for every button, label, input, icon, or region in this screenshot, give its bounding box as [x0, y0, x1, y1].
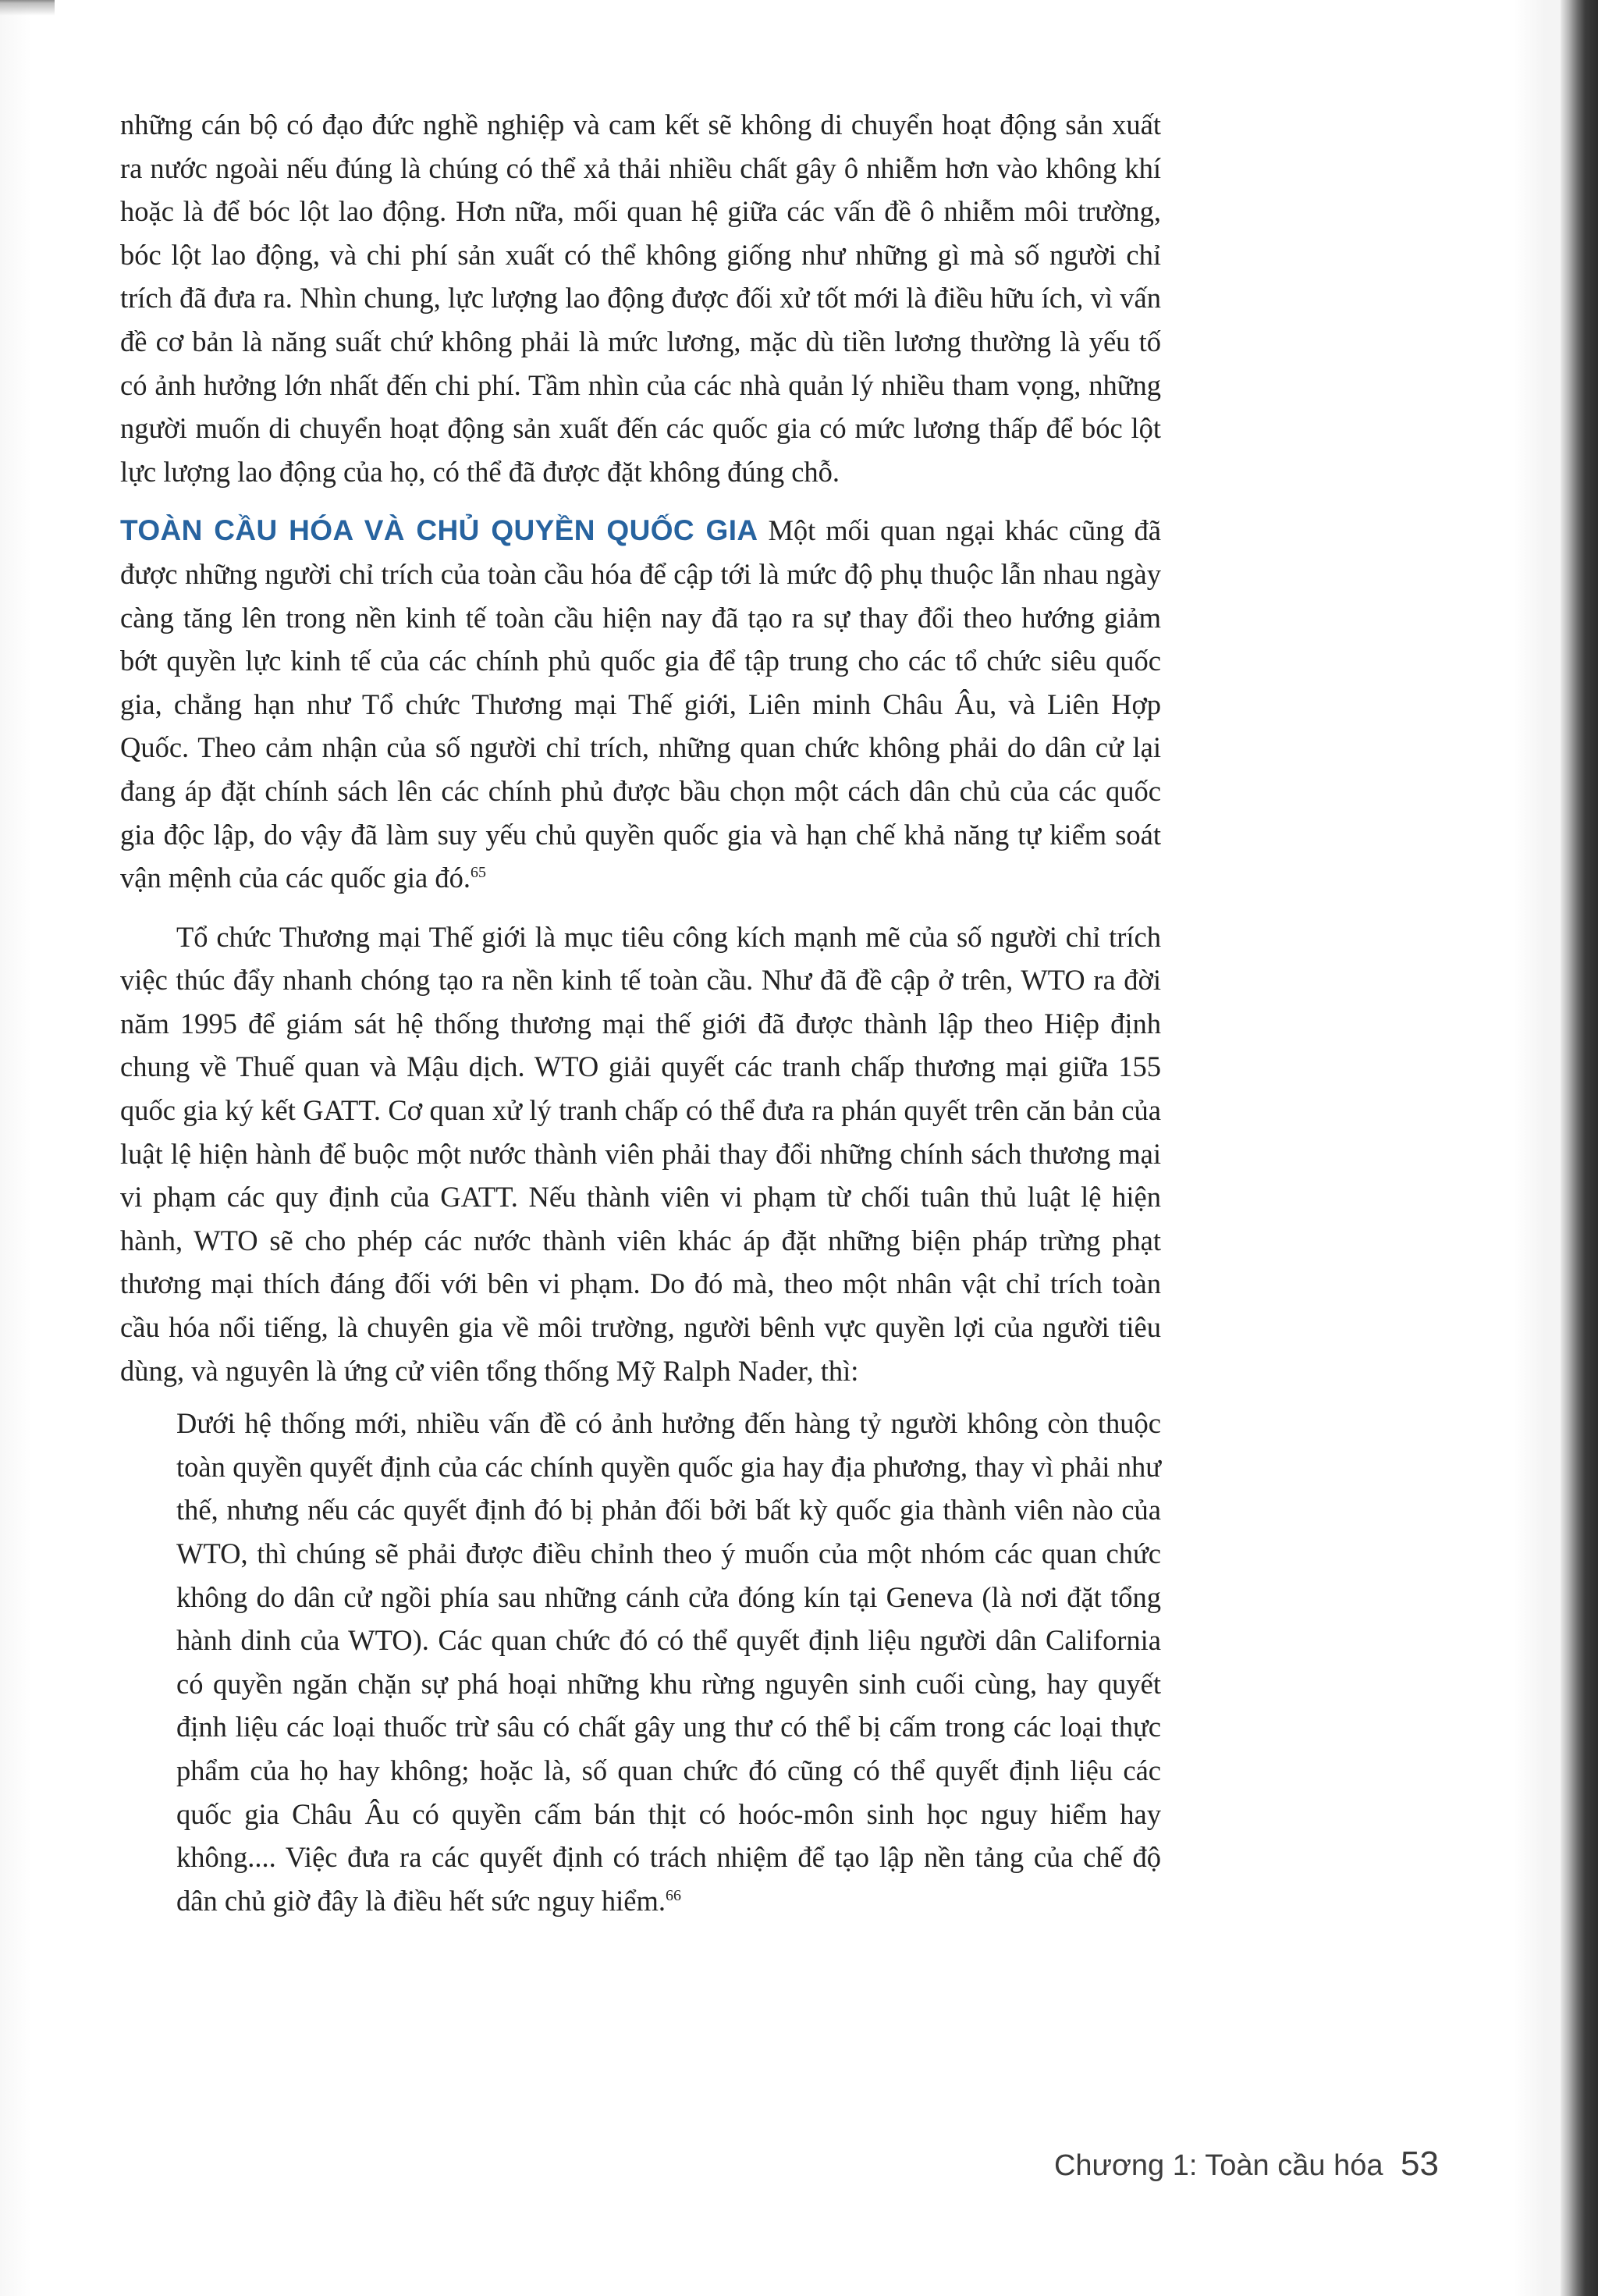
block-quote: [176, 1402, 1161, 1922]
running-footer-chapter: Chương 1: Toàn cầu hóa: [1053, 2149, 1383, 2182]
page-body: [120, 103, 1161, 1922]
book-spine-shadow: [1561, 0, 1598, 2296]
footnote-ref-66: 66: [666, 1886, 681, 1904]
page-number: 53: [1401, 2145, 1439, 2183]
section-heading: TOÀN CẦU HÓA VÀ CHỦ QUYỀN QUỐC GIA: [120, 514, 758, 547]
page-corner-shadow: [0, 0, 55, 16]
paragraph-continued: những cán bộ có đạo đức nghề nghiệp và cam kết sẽ không di chuyển hoạt động sản xuất ra nước ngoài nếu đúng là chúng có thể xả thải nhiều chất gây ô nhiễm hơn vào không khí hoặc là để bóc lột lao động. Hơn nữa, mối quan hệ giữa các vấn đề ô nhiễm môi trường, bóc lột lao động, và chi phí sản xuất có thể không giống như những gì mà số người chỉ trích đã đưa ra. Nhìn chung, lực lượng lao động được đối xử tốt mới là điều hữu ích, vì vấn đề cơ bản là năng suất chứ không phải là mức lương, mặc dù tiền lương thường là yếu tố có ảnh hưởng lớn nhất đến chi phí. Tầm nhìn của các nhà quản lý nhiều tham vọng, những người muốn di chuyển hoạt động sản xuất đến các quốc gia có mức lương thấp để bóc lột lực lượng lao động của họ, có thể đã được đặt không đúng chỗ.: [120, 108, 1161, 488]
section-text: Một mối quan ngại khác cũng đã được những người chỉ trích của toàn cầu hóa để cập tới là mức độ phụ thuộc lẫn nhau ngày càng tăng lên trong nền kinh tế toàn cầu hiện nay đã tạo ra sự thay đổi theo hướng giảm bớt quyền lực kinh tế của các chính phủ quốc gia để tập trung cho các tổ chức siêu quốc gia, chẳng hạn như Tổ chức Thương mại Thế giới, Liên minh Châu Âu, và Liên Hợp Quốc. Theo cảm nhận của số người chỉ trích, những quan chức không phải do dân cử lại đang áp đặt chính sách lên các chính phủ được bầu chọn một cách dân chủ của các quốc gia độc lập, do vậy đã làm suy yếu chủ quyền quốc gia và hạn chế khả năng tự kiểm soát vận mệnh của các quốc gia đó.: [120, 514, 1161, 894]
quote-text: Dưới hệ thống mới, nhiều vấn đề có ảnh hưởng đến hàng tỷ người không còn thuộc toàn quyền quyết định của các chính quyền quốc gia hay địa phương, thay vì phải như thế, nhưng nếu các quyết định đó bị phản đối bởi bất kỳ quốc gia thành viên nào của WTO, thì chúng sẽ phải được điều chỉnh theo ý muốn của một nhóm các quan chức không do dân cử ngồi phía sau những cánh cửa đóng kín tại Geneva (là nơi đặt tổng hành dinh của WTO). Các quan chức đó có thể quyết định liệu người dân California có quyền ngăn chặn sự phá hoại những khu rừng nguyên sinh cuối cùng, hay quyết định liệu các loại thuốc trừ sâu có chất gây ung thư có thể bị cấm trong các loại thực phẩm của họ hay không; hoặc là, số quan chức đó cũng có thể quyết định liệu các quốc gia Châu Âu có quyền cấm bán thịt có hoóc-môn sinh học nguy hiểm hay không.... Việc đưa ra các quyết định có trách nhiệm để tạo lập nền tảng của chế độ dân chủ giờ đây là điều hết sức nguy hiểm.: [176, 1407, 1161, 1917]
section-paragraph: [120, 509, 1161, 899]
paragraph-wto: Tổ chức Thương mại Thế giới là mục tiêu công kích mạnh mẽ của số người chỉ trích việc thúc đẩy nhanh chóng tạo ra nền kinh tế toàn cầu. Như đã đề cập ở trên, WTO ra đời năm 1995 để giám sát hệ thống thương mại thế giới đã được thành lập theo Hiệp định chung về Thuế quan và Mậu dịch. WTO giải quyết các tranh chấp thương mại giữa 155 quốc gia ký kết GATT. Cơ quan xử lý tranh chấp có thể đưa ra phán quyết trên căn bản của luật lệ hiện hành để buộc một nước thành viên phải thay đổi những chính sách thương mại vi phạm các quy định của GATT. Nếu thành viên vi phạm từ chối tuân thủ luật lệ hiện hành, WTO sẽ cho phép các nước thành viên khác áp đặt những biện pháp trừng phạt thương mại thích đáng đối với bên vi phạm. Do đó mà, theo một nhân vật chỉ trích toàn cầu hóa nổi tiếng, là chuyên gia về môi trường, người bênh vực quyền lợi của người tiêu dùng, và nguyên là ứng cử viên tổng thống Mỹ Ralph Nader, thì:: [120, 920, 1161, 1387]
page-footer: [1054, 2145, 1439, 2184]
footnote-ref-65: 65: [470, 863, 486, 881]
